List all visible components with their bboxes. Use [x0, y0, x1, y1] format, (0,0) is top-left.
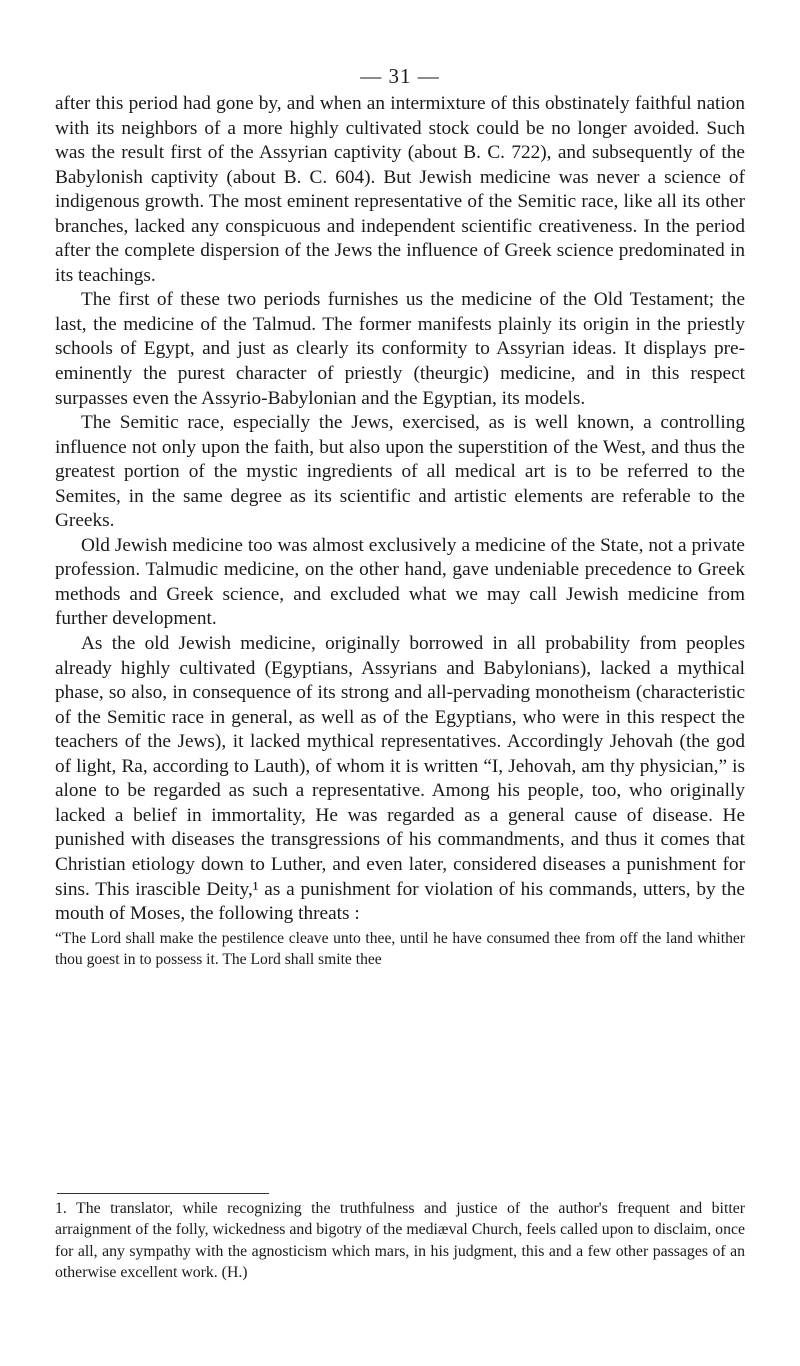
footnote-divider [57, 1193, 269, 1194]
body-text [55, 92, 745, 970]
paragraph-4: Old Jewish medicine too was almost exclusively a medicine of the State, not a private profession. Talmudic medicine, on the other hand, gave undeniable precedence to Greek methods and Greek science, and excluded what we may call Jewish medicine from further development. [55, 534, 745, 630]
quotation: “The Lord shall make the pestilence cleave unto thee, until he have consumed thee from off the land whither thou goest in to possess it. The Lord shall smite thee [55, 929, 745, 968]
footnote: 1. The translator, while recognizing the truthfulness and justice of the author's frequent and bitter arraignment of the folly, wickedness and bigotry of the mediæval Church, feels called upon to disclaim, once for all, any sympathy with the agnosticism which mars, in his judgment, this and a few other passages of an otherwise excellent work. (H.) [55, 1200, 745, 1281]
page-number: — 31 — [360, 64, 440, 88]
paragraph-2: The first of these two periods furnishes us the medicine of the Old Testament; the last, the medicine of the Talmud. The former manifests plainly its origin in the priestly schools of Egypt, and just as clearly its conformity to Assyrian ideas. It displays pre-eminently the purest character of priestly (theurgic) medicine, and in this respect surpasses even the Assyrio-Babylonian and the Egyptian, its models. [55, 289, 745, 409]
paragraph-5: As the old Jewish medicine, originally borrowed in all probability from peoples already highly cultivated (Egyptians, Assyrians and Babylonians), lacked a mythical phase, so also, in consequence of its strong and all-pervading monotheism (characteristic of the Semitic race in general, as well as of the Egyptians, who were in this respect the teachers of the Jews), it lacked mythical representatives. Accordingly Jehovah (the god of light, Ra, according to Lauth), of whom it is written “I, Jehovah, am thy physician,” is alone to be regarded as such a representative. Among his people, too, who originally lacked a belief in immortality, He was regarded as a general cause of disease. He punished with diseases the transgressions of his commandments, and thus it comes that Christian etiology down to Luther, and even later, considered diseases a punishment for sins. This irascible Deity,¹ as a punishment for violation of his commands, utters, by the mouth of Moses, the following threats : [55, 633, 745, 925]
paragraph-1: after this period had gone by, and when an intermixture of this obstinately faithful nation with its neighbors of a more highly cultivated stock could be no longer avoided. Such was the result first of the Assyrian captivity (about B. C. 722), and subsequently of the Babylonish captivity (about B. C. 604). But Jewish medicine was never a science of indigenous growth. The most eminent representative of the Semitic race, like all its other branches, lacked any conspicuous and independent scientific creativeness. In the period after the complete dispersion of the Jews the influence of Greek science predominated in its teachings. [55, 93, 745, 286]
paragraph-3: The Semitic race, especially the Jews, exercised, as is well known, a controlling influence not only upon the faith, but also upon the superstition of the West, and thus the greatest portion of the mystic ingredients of all medical art is to be referred to the Semites, in the same degree as its scientific and artistic elements are referable to the Greeks. [55, 412, 745, 532]
